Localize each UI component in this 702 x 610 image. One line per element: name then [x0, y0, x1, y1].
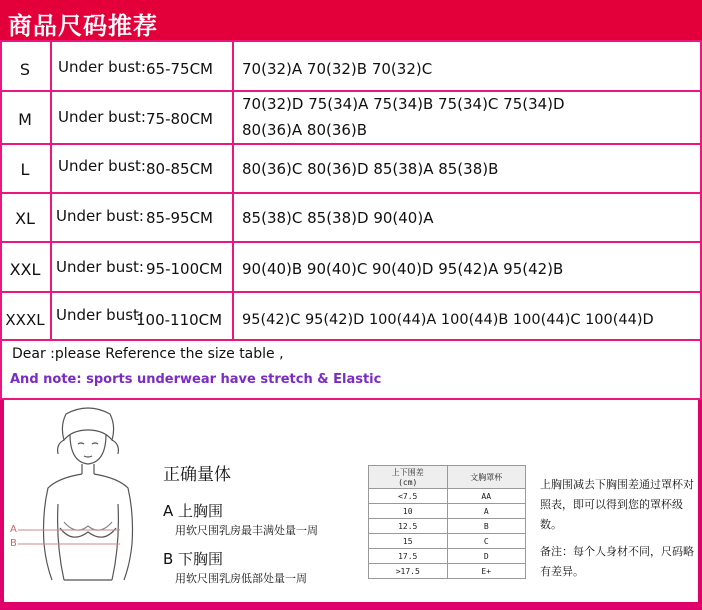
col-header-diff: 上下围差 (cm) — [369, 466, 448, 489]
under-bust-label: Under bust: — [58, 157, 146, 175]
under-bust-heading: B 下胸围 — [163, 550, 224, 568]
grid-line — [0, 291, 702, 293]
cup-instruction: 上胸围减去下胸围差通过罩杯对照表，即可以得到您的罩杯级数。 — [540, 478, 694, 531]
size-label: L — [20, 160, 30, 179]
under-bust-label: Under bust: — [58, 58, 146, 76]
cup-list: 90(40)B 90(40)C 90(40)D 95(42)A 95(42)B — [242, 260, 564, 278]
cup-list: 80(36)C 80(36)D 85(38)A 85(38)B — [242, 160, 499, 178]
upper-bust-label: A 上胸围 — [163, 502, 224, 520]
range-value: 95-100CM — [146, 260, 223, 278]
table-row: <7.5 AA — [369, 489, 526, 504]
size-label: XXXL — [5, 311, 45, 329]
grid-line — [0, 192, 702, 194]
cup-list: 95(42)C 95(42)D 100(44)A 100(44)B 100(44)C 100(44)D — [242, 312, 654, 328]
col-header-cup: 文胸罩杯 — [447, 466, 526, 489]
grid-line — [0, 241, 702, 243]
table-row: 12.5 B — [369, 519, 526, 534]
cup-list: 70(32)A 70(32)B 70(32)C — [242, 60, 433, 78]
cup-list: 85(38)C 85(38)D 90(40)A — [242, 209, 434, 227]
table-row: >17.5 E+ — [369, 564, 526, 579]
frame-border — [0, 400, 4, 610]
range-value: 80-85CM — [146, 160, 214, 178]
table-row: 10 A — [369, 504, 526, 519]
upper-bust-desc: 用软尺围乳房最丰满处量一周 — [175, 524, 318, 537]
page-title: 商品尺码推荐 — [8, 12, 158, 40]
grid-line — [0, 339, 702, 341]
table-row: 15 C — [369, 534, 526, 549]
size-label: XL — [15, 209, 35, 228]
frame-border — [0, 602, 702, 610]
range-value: 85-95CM — [146, 209, 214, 227]
reference-note: Dear :please Reference the size table , — [12, 346, 284, 362]
cup-list: 80(36)A 80(36)B — [242, 121, 368, 139]
under-bust-label: Under bust: — [56, 207, 144, 225]
marker-a: A — [10, 524, 17, 535]
grid-line — [50, 40, 52, 340]
elastic-note: And note: sports underwear have stretch & Elastic — [10, 372, 382, 387]
cup-list: 70(32)D 75(34)A 75(34)B 75(34)C 75(34)D — [242, 95, 565, 113]
guide-title: 正确量体 — [163, 465, 231, 485]
table-row: 17.5 D — [369, 549, 526, 564]
body-measurement-illustration — [8, 404, 158, 600]
under-bust-desc: 用软尺围乳房低部处量一周 — [175, 572, 307, 585]
size-label: S — [19, 60, 31, 79]
grid-line — [0, 143, 702, 145]
range-value: 65-75CM — [146, 60, 214, 78]
under-bust-label: Under bust: — [56, 258, 144, 276]
marker-b: B — [10, 538, 17, 549]
under-bust-label: Under bust: — [58, 108, 146, 126]
range-value: 75-80CM — [146, 110, 214, 128]
under-bust-label: Under bust: — [56, 306, 144, 324]
size-remark: 备注：每个人身材不同，尺码略有差异。 — [540, 545, 694, 578]
grid-line — [232, 40, 234, 340]
grid-line — [0, 398, 702, 400]
range-value: 100-110CM — [136, 311, 223, 329]
grid-line — [0, 40, 702, 42]
title-banner — [0, 0, 702, 40]
size-label: XXL — [9, 260, 41, 279]
size-label: M — [18, 110, 32, 129]
cup-conversion-table — [368, 465, 526, 579]
grid-line — [0, 90, 702, 92]
